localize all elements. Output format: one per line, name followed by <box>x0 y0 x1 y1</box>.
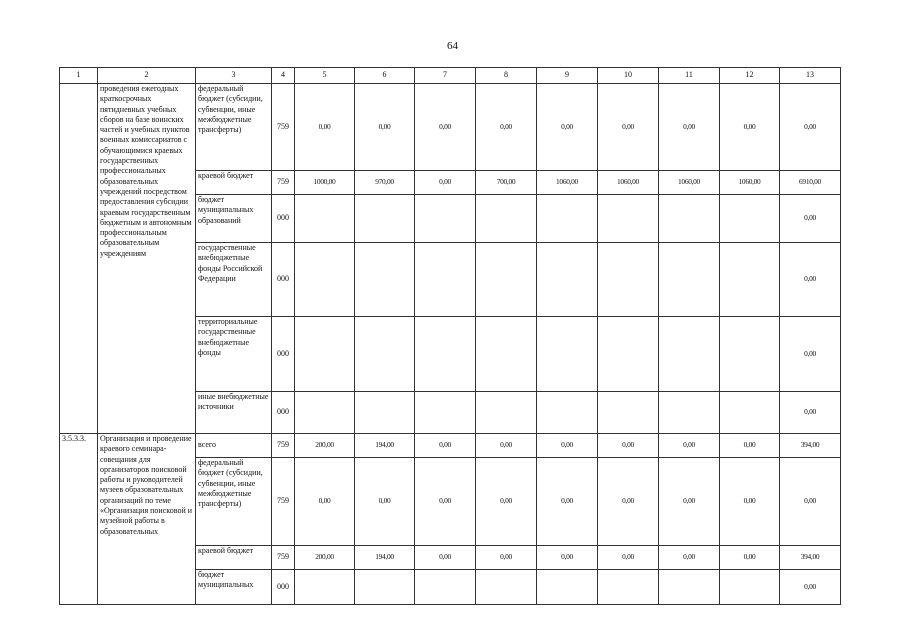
value-cell <box>415 317 476 392</box>
value-cell <box>659 392 720 434</box>
value-cell <box>295 570 355 605</box>
value-cell <box>720 195 780 243</box>
value-cell: 0,00 <box>415 84 476 171</box>
value-cell: 0,00 <box>415 546 476 570</box>
page-number: 64 <box>447 40 458 52</box>
table-row <box>60 434 841 458</box>
value-cell: 0,00 <box>720 546 780 570</box>
value-cell <box>355 570 415 605</box>
header-row <box>60 68 841 84</box>
value-cell <box>476 243 537 317</box>
budget-table <box>59 67 841 605</box>
value-cell: 0,00 <box>476 458 537 546</box>
value-cell <box>537 570 598 605</box>
funding-source: федеральный бюджет (субсидии, субвенции, иные межбюджетные трансферты) <box>196 458 272 546</box>
budget-code: 759 <box>272 546 295 570</box>
item-index: 3.5.3.3. <box>60 434 98 605</box>
value-cell <box>720 570 780 605</box>
header-cell: 2 <box>98 68 196 84</box>
value-cell: 194,00 <box>355 434 415 458</box>
funding-source: краевой бюджет <box>196 171 272 195</box>
header-cell: 11 <box>659 68 720 84</box>
value-cell <box>659 317 720 392</box>
value-cell <box>476 317 537 392</box>
funding-source: краевой бюджет <box>196 546 272 570</box>
value-cell: 1000,00 <box>295 171 355 195</box>
funding-source: бюджет муниципальных образований <box>196 195 272 243</box>
value-cell: 0,00 <box>780 84 841 171</box>
value-cell <box>598 392 659 434</box>
value-cell <box>415 570 476 605</box>
header-cell: 5 <box>295 68 355 84</box>
value-cell: 0,00 <box>659 546 720 570</box>
value-cell: 0,00 <box>780 195 841 243</box>
value-cell <box>537 317 598 392</box>
value-cell <box>295 392 355 434</box>
value-cell <box>355 317 415 392</box>
value-cell <box>537 195 598 243</box>
header-cell: 1 <box>60 68 98 84</box>
header-cell: 6 <box>355 68 415 84</box>
value-cell: 0,00 <box>780 392 841 434</box>
value-cell: 1060,00 <box>537 171 598 195</box>
value-cell <box>720 243 780 317</box>
value-cell: 0,00 <box>780 317 841 392</box>
funding-source: иные внебюджетные источники <box>196 392 272 434</box>
value-cell: 0,00 <box>780 243 841 317</box>
value-cell: 394,00 <box>780 434 841 458</box>
value-cell <box>659 243 720 317</box>
value-cell <box>355 392 415 434</box>
value-cell: 0,00 <box>537 434 598 458</box>
item-index <box>60 84 98 434</box>
value-cell: 700,00 <box>476 171 537 195</box>
value-cell: 0,00 <box>355 458 415 546</box>
funding-source: территориальные государственные внебюджетные фонды <box>196 317 272 392</box>
value-cell: 0,00 <box>355 84 415 171</box>
value-cell: 0,00 <box>720 458 780 546</box>
budget-code: 000 <box>272 317 295 392</box>
header-cell: 10 <box>598 68 659 84</box>
value-cell <box>415 243 476 317</box>
value-cell <box>476 195 537 243</box>
value-cell <box>415 195 476 243</box>
value-cell: 0,00 <box>295 84 355 171</box>
value-cell: 394,00 <box>780 546 841 570</box>
value-cell: 0,00 <box>720 84 780 171</box>
value-cell <box>415 392 476 434</box>
value-cell: 0,00 <box>537 546 598 570</box>
value-cell: 0,00 <box>659 84 720 171</box>
value-cell: 0,00 <box>415 458 476 546</box>
value-cell <box>720 317 780 392</box>
value-cell <box>598 317 659 392</box>
value-cell: 0,00 <box>598 546 659 570</box>
budget-code: 000 <box>272 195 295 243</box>
budget-code: 000 <box>272 243 295 317</box>
value-cell: 0,00 <box>659 458 720 546</box>
value-cell: 6910,00 <box>780 171 841 195</box>
value-cell: 0,00 <box>598 458 659 546</box>
header-cell: 8 <box>476 68 537 84</box>
funding-source: федеральный бюджет (субсидии, субвенции, иные межбюджетные трансферты) <box>196 84 272 171</box>
value-cell: 0,00 <box>537 84 598 171</box>
value-cell: 0,00 <box>598 434 659 458</box>
funding-source: всего <box>196 434 272 458</box>
header-cell: 3 <box>196 68 272 84</box>
budget-code: 759 <box>272 434 295 458</box>
value-cell <box>537 243 598 317</box>
value-cell: 0,00 <box>659 434 720 458</box>
budget-code: 759 <box>272 84 295 171</box>
value-cell: 0,00 <box>720 434 780 458</box>
value-cell <box>720 392 780 434</box>
value-cell <box>295 243 355 317</box>
value-cell <box>476 392 537 434</box>
value-cell <box>598 195 659 243</box>
value-cell: 0,00 <box>598 84 659 171</box>
value-cell <box>598 243 659 317</box>
value-cell <box>295 317 355 392</box>
value-cell: 0,00 <box>476 546 537 570</box>
value-cell <box>537 392 598 434</box>
value-cell: 0,00 <box>295 458 355 546</box>
value-cell: 1060,00 <box>598 171 659 195</box>
value-cell <box>659 570 720 605</box>
value-cell <box>355 243 415 317</box>
value-cell: 970,00 <box>355 171 415 195</box>
budget-code: 759 <box>272 171 295 195</box>
value-cell <box>476 570 537 605</box>
value-cell: 0,00 <box>415 434 476 458</box>
header-cell: 12 <box>720 68 780 84</box>
funding-source: государственные внебюджетные фонды Российской Федерации <box>196 243 272 317</box>
value-cell: 0,00 <box>780 570 841 605</box>
header-cell: 13 <box>780 68 841 84</box>
value-cell: 0,00 <box>780 458 841 546</box>
item-name: Организация и проведение краевого семинара-совещания для организаторов поисковой работы и руководителей музеев образовательных организаций по теме «Организация поисковой и музейной работы в образовательных <box>98 434 196 605</box>
header-cell: 7 <box>415 68 476 84</box>
header-cell: 4 <box>272 68 295 84</box>
value-cell <box>598 570 659 605</box>
table-row <box>60 84 841 171</box>
item-name: проведения ежегодных краткосрочных пятидневных учебных сборов на базе воинских частей и учебных пунктов военных комиссариатов с обучающимися краевых государственных профессиональных образовательных учреждений посредством предоставления субсидии краевым государственным бюджетным и автономным профессиональным образовательным учреждениям <box>98 84 196 434</box>
funding-source: бюджет муниципальных <box>196 570 272 605</box>
value-cell: 0,00 <box>476 84 537 171</box>
value-cell: 200,00 <box>295 546 355 570</box>
value-cell <box>295 195 355 243</box>
value-cell <box>659 195 720 243</box>
value-cell: 1060,00 <box>659 171 720 195</box>
header-cell: 9 <box>537 68 598 84</box>
value-cell: 0,00 <box>415 171 476 195</box>
budget-code: 000 <box>272 392 295 434</box>
value-cell: 0,00 <box>537 458 598 546</box>
value-cell: 1060,00 <box>720 171 780 195</box>
budget-code: 759 <box>272 458 295 546</box>
value-cell: 194,00 <box>355 546 415 570</box>
value-cell: 0,00 <box>476 434 537 458</box>
budget-code: 000 <box>272 570 295 605</box>
value-cell <box>355 195 415 243</box>
value-cell: 200,00 <box>295 434 355 458</box>
